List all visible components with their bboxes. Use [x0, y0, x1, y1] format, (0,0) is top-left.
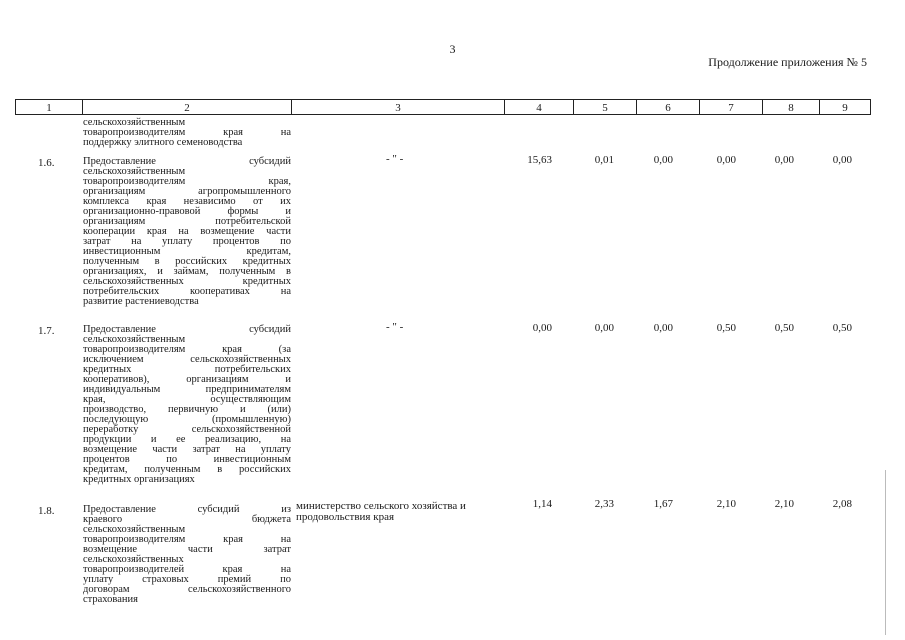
header-col-2: 2 — [83, 100, 292, 115]
description-line: кредитных организациях — [83, 474, 195, 485]
description-line: организациям потребительской — [83, 216, 291, 227]
value-col-9: 0,50 — [832, 322, 852, 334]
value-col-6: 0,00 — [653, 322, 673, 334]
value-col-6: 0,00 — [653, 154, 673, 166]
continuation-label: Продолжение приложения № 5 — [708, 55, 867, 69]
description-line: сельскохозяйственным — [83, 524, 186, 535]
description-line: сельскохозяйственным — [83, 166, 186, 177]
description-line: сельскохозяйственных — [83, 554, 184, 565]
description-line: организациям агропромышленного — [83, 186, 291, 197]
description-line: переработку сельскохозяйственной — [83, 424, 291, 435]
header-col-8: 8 — [763, 100, 820, 115]
description-line: товаропроизводителям края, — [83, 176, 291, 187]
header-col-4: 4 — [505, 100, 574, 115]
row-executor — [296, 501, 508, 523]
value-col-4: 1,14 — [532, 498, 552, 510]
page-number: 3 — [449, 42, 456, 56]
description-line: инвестиционным кредитам, — [83, 246, 291, 257]
value-col-7: 0,50 — [716, 322, 736, 334]
description-line: кредитных потребительских — [83, 364, 291, 375]
description-line: организациях, и займам, полученным в — [83, 266, 291, 277]
description-line: развитие растениеводства — [83, 296, 199, 307]
header-col-9: 9 — [820, 100, 871, 115]
row-description — [83, 157, 291, 307]
value-col-6: 1,67 — [653, 498, 673, 510]
value-col-5: 2,33 — [594, 498, 614, 510]
description-line: возмещение части затрат — [83, 544, 291, 555]
row-description — [83, 505, 291, 605]
description-line: затрат на уплату процентов по — [83, 236, 291, 247]
value-col-9: 2,08 — [832, 498, 852, 510]
executor-line: министерство сельского хозяйства и — [296, 500, 466, 512]
header-col-6: 6 — [637, 100, 700, 115]
description-line: уплату страховых премий по — [83, 574, 291, 585]
row-executor: - " - — [386, 321, 404, 333]
carry-over-line: товаропроизводителям края на — [83, 127, 291, 138]
carry-over-text — [83, 118, 291, 148]
description-line: процентов по инвестиционным — [83, 454, 291, 465]
value-col-8: 0,00 — [774, 154, 794, 166]
value-col-4: 15,63 — [527, 154, 552, 166]
value-col-9: 0,00 — [832, 154, 852, 166]
description-line: сельскохозяйственных кредитных — [83, 276, 291, 287]
description-line: товаропроизводителей края на — [83, 564, 291, 575]
description-line: продукции и ее реализацию, на — [83, 434, 291, 445]
description-line: потребительских кооперативах на — [83, 286, 291, 297]
row-description — [83, 325, 291, 485]
row-number: 1.6. — [38, 157, 55, 169]
executor-line: продовольствия края — [296, 511, 395, 523]
description-line: краевого бюджета — [83, 514, 291, 525]
description-line: полученным в российских кредитных — [83, 256, 291, 267]
carry-over-line: сельскохозяйственным — [83, 117, 186, 128]
row-executor: - " - — [386, 153, 404, 165]
description-line: сельскохозяйственным — [83, 334, 186, 345]
row-number: 1.8. — [38, 505, 55, 517]
value-col-8: 0,50 — [774, 322, 794, 334]
header-col-3: 3 — [292, 100, 505, 115]
description-line: кооперативов), организациям и — [83, 374, 291, 385]
value-col-4: 0,00 — [532, 322, 552, 334]
description-line: последующую (промышленную) — [83, 414, 291, 425]
carry-over-line: поддержку элитного семеноводства — [83, 137, 243, 148]
value-col-8: 2,10 — [774, 498, 794, 510]
description-line: товаропроизводителям края (за — [83, 344, 291, 355]
description-line: индивидуальным предпринимателям — [83, 384, 291, 395]
description-line: возмещение части затрат на уплату — [83, 444, 291, 455]
header-col-7: 7 — [700, 100, 763, 115]
description-line: производство, первичную и (или) — [83, 404, 291, 415]
description-line: края, осуществляющим — [83, 394, 291, 405]
description-line: товаропроизводителям края на — [83, 534, 291, 545]
value-col-5: 0,01 — [594, 154, 614, 166]
description-line: договорам сельскохозяйственного — [83, 584, 291, 595]
description-line: комплекса края независимо от их — [83, 196, 291, 207]
header-row — [16, 100, 871, 115]
value-col-7: 2,10 — [716, 498, 736, 510]
value-col-7: 0,00 — [716, 154, 736, 166]
description-line: кредитам, полученным в российских — [83, 464, 291, 475]
description-line: кооперации края на возмещение части — [83, 226, 291, 237]
header-col-1: 1 — [16, 100, 83, 115]
description-line: организационно-правовой формы и — [83, 206, 291, 217]
description-line: Предоставление субсидий — [83, 156, 291, 167]
header-col-5: 5 — [574, 100, 637, 115]
row-number: 1.7. — [38, 325, 55, 337]
scan-edge-mark — [885, 470, 886, 635]
description-line: исключением сельскохозяйственных — [83, 354, 291, 365]
description-line: Предоставление субсидий из — [83, 504, 291, 515]
value-col-5: 0,00 — [594, 322, 614, 334]
description-line: страхования — [83, 594, 138, 605]
header-table — [15, 99, 871, 115]
description-line: Предоставление субсидий — [83, 324, 291, 335]
